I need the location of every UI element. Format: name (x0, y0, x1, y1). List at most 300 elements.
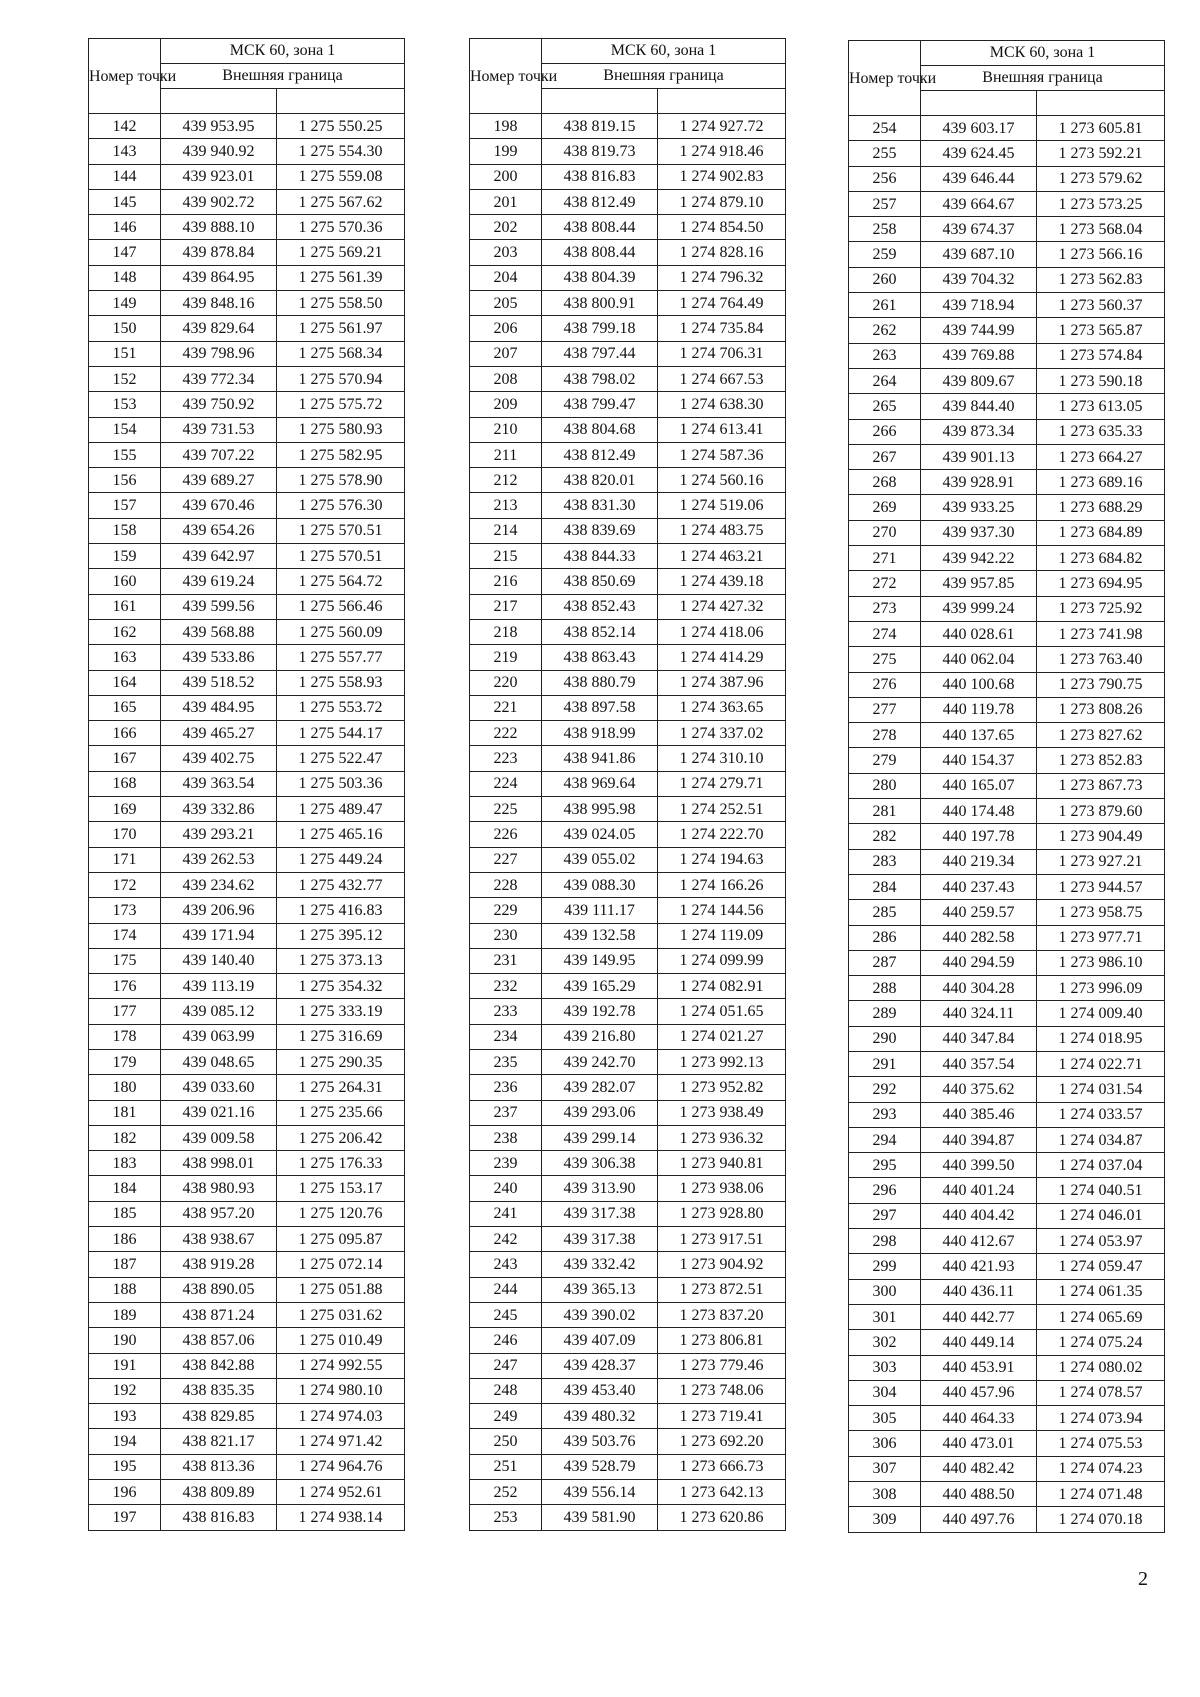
table-row (849, 444, 1165, 469)
table-row (470, 1328, 786, 1353)
x-coordinate-cell: 439 165.29 (542, 974, 658, 999)
table-row (849, 773, 1165, 798)
table-row (470, 670, 786, 695)
x-coordinate-cell: 439 293.06 (542, 1100, 658, 1125)
table-row (89, 1328, 405, 1353)
x-coordinate-cell: 439 654.26 (161, 518, 277, 543)
table-row (89, 1151, 405, 1176)
y-coordinate-cell: 1 275 550.25 (277, 114, 405, 139)
table-row (89, 923, 405, 948)
table-row (89, 341, 405, 366)
x-coordinate-cell: 439 533.86 (161, 645, 277, 670)
point-number-cell: 198 (470, 114, 542, 139)
table-row (849, 1304, 1165, 1329)
y-coordinate-cell: 1 275 570.51 (277, 544, 405, 569)
y-coordinate-cell: 1 275 416.83 (277, 898, 405, 923)
y-coordinate-cell: 1 275 554.30 (277, 139, 405, 164)
table-row (89, 417, 405, 442)
table-row (89, 1480, 405, 1505)
x-coordinate-cell: 439 873.34 (921, 419, 1037, 444)
x-coordinate-cell: 438 844.33 (542, 544, 658, 569)
table-row (470, 1353, 786, 1378)
y-coordinate-cell: 1 273 689.16 (1037, 470, 1165, 495)
y-coordinate-cell: 1 273 936.32 (658, 1125, 786, 1150)
table-row (89, 872, 405, 897)
x-coordinate-cell: 438 813.36 (161, 1454, 277, 1479)
point-number-cell: 191 (89, 1353, 161, 1378)
y-coordinate-cell: 1 273 944.57 (1037, 874, 1165, 899)
x-coordinate-cell: 438 969.64 (542, 771, 658, 796)
x-coordinate-cell: 439 642.97 (161, 544, 277, 569)
table-row (849, 1102, 1165, 1127)
point-number-cell: 212 (470, 468, 542, 493)
table-row (849, 116, 1165, 141)
x-coordinate-cell: 439 674.37 (921, 217, 1037, 242)
point-number-cell: 143 (89, 139, 161, 164)
y-coordinate-cell: 1 274 363.65 (658, 695, 786, 720)
table-row (470, 898, 786, 923)
point-number-cell: 225 (470, 797, 542, 822)
point-number-cell: 207 (470, 341, 542, 366)
table-row (470, 923, 786, 948)
table-row (849, 874, 1165, 899)
table-row (89, 569, 405, 594)
point-number-cell: 247 (470, 1353, 542, 1378)
table-row (849, 166, 1165, 191)
y-coordinate-cell: 1 273 664.27 (1037, 444, 1165, 469)
point-number-cell: 300 (849, 1279, 921, 1304)
y-coordinate-cell: 1 274 667.53 (658, 366, 786, 391)
table-row (89, 1429, 405, 1454)
x-coordinate-cell: 439 731.53 (161, 417, 277, 442)
x-coordinate-cell: 438 819.15 (542, 114, 658, 139)
table-row (470, 797, 786, 822)
table-row (849, 1077, 1165, 1102)
table-row (470, 341, 786, 366)
y-coordinate-cell: 1 275 544.17 (277, 721, 405, 746)
table-row (89, 189, 405, 214)
table-row (470, 1201, 786, 1226)
table-body (470, 114, 786, 1531)
table-row (470, 822, 786, 847)
table-row (849, 672, 1165, 697)
table-row (470, 1404, 786, 1429)
point-number-cell: 169 (89, 797, 161, 822)
y-coordinate-cell: 1 274 463.21 (658, 544, 786, 569)
point-number-cell: 206 (470, 316, 542, 341)
table-row (470, 645, 786, 670)
table-row (849, 1051, 1165, 1076)
x-coordinate-cell: 440 457.96 (921, 1380, 1037, 1405)
y-coordinate-cell: 1 274 252.51 (658, 797, 786, 822)
y-coordinate-cell: 1 273 562.83 (1037, 267, 1165, 292)
y-coordinate-cell: 1 274 735.84 (658, 316, 786, 341)
x-coordinate-cell: 439 798.96 (161, 341, 277, 366)
point-number-cell: 280 (849, 773, 921, 798)
point-number-cell: 285 (849, 900, 921, 925)
x-coordinate-cell: 440 412.67 (921, 1229, 1037, 1254)
x-coordinate-cell: 438 852.14 (542, 619, 658, 644)
table-row (470, 265, 786, 290)
table-row (470, 695, 786, 720)
x-coordinate-cell: 438 835.35 (161, 1378, 277, 1403)
y-coordinate-cell: 1 274 037.04 (1037, 1153, 1165, 1178)
y-coordinate-cell: 1 275 569.21 (277, 240, 405, 265)
x-coordinate-cell: 440 062.04 (921, 647, 1037, 672)
table-body (89, 114, 405, 1531)
y-coordinate-cell: 1 273 565.87 (1037, 318, 1165, 343)
table-row (470, 240, 786, 265)
table-row (470, 417, 786, 442)
table-row (849, 1406, 1165, 1431)
y-coordinate-cell: 1 273 927.21 (1037, 849, 1165, 874)
point-number-cell: 272 (849, 571, 921, 596)
point-number-cell: 166 (89, 721, 161, 746)
y-coordinate-cell: 1 274 560.16 (658, 468, 786, 493)
point-number-cell: 163 (89, 645, 161, 670)
table-row (849, 495, 1165, 520)
point-number-cell: 149 (89, 291, 161, 316)
table-row (89, 468, 405, 493)
point-number-cell: 161 (89, 594, 161, 619)
point-number-cell: 243 (470, 1252, 542, 1277)
x-coordinate-cell: 440 174.48 (921, 799, 1037, 824)
point-number-cell: 254 (849, 116, 921, 141)
table-row (470, 872, 786, 897)
y-coordinate-cell: 1 273 590.18 (1037, 368, 1165, 393)
x-coordinate-cell: 439 088.30 (542, 872, 658, 897)
y-coordinate-cell: 1 273 574.84 (1037, 343, 1165, 368)
x-coordinate-cell: 439 619.24 (161, 569, 277, 594)
point-number-cell: 229 (470, 898, 542, 923)
y-coordinate-cell: 1 275 031.62 (277, 1302, 405, 1327)
table-row (849, 849, 1165, 874)
x-coordinate-cell: 438 819.73 (542, 139, 658, 164)
x-coordinate-cell: 439 687.10 (921, 242, 1037, 267)
point-number-cell: 234 (470, 1024, 542, 1049)
x-coordinate-cell: 440 357.54 (921, 1051, 1037, 1076)
x-coordinate-cell: 438 880.79 (542, 670, 658, 695)
point-number-cell: 209 (470, 392, 542, 417)
x-coordinate-cell: 440 488.50 (921, 1482, 1037, 1507)
table-row (470, 1454, 786, 1479)
table-row (849, 1380, 1165, 1405)
x-coordinate-cell: 440 442.77 (921, 1304, 1037, 1329)
y-coordinate-cell: 1 273 666.73 (658, 1454, 786, 1479)
point-number-cell: 240 (470, 1176, 542, 1201)
point-number-cell: 250 (470, 1429, 542, 1454)
y-coordinate-cell: 1 274 021.27 (658, 1024, 786, 1049)
y-coordinate-cell: 1 273 684.82 (1037, 546, 1165, 571)
x-coordinate-cell: 439 772.34 (161, 366, 277, 391)
point-number-cell: 287 (849, 950, 921, 975)
point-number-cell: 279 (849, 748, 921, 773)
x-coordinate-cell: 438 871.24 (161, 1302, 277, 1327)
x-coordinate-cell: 439 848.16 (161, 291, 277, 316)
coordinates-table-3 (848, 40, 1165, 1533)
point-number-cell: 148 (89, 265, 161, 290)
y-coordinate-cell: 1 274 879.10 (658, 189, 786, 214)
x-coordinate-cell: 439 901.13 (921, 444, 1037, 469)
point-number-cell: 307 (849, 1456, 921, 1481)
x-coordinate-cell: 439 902.72 (161, 189, 277, 214)
point-number-cell: 197 (89, 1505, 161, 1530)
point-number-cell: 268 (849, 470, 921, 495)
table-row (89, 316, 405, 341)
point-number-cell: 214 (470, 518, 542, 543)
y-coordinate-cell: 1 274 974.03 (277, 1404, 405, 1429)
x-coordinate-cell: 440 100.68 (921, 672, 1037, 697)
x-coordinate-cell: 439 234.62 (161, 872, 277, 897)
table-row (89, 164, 405, 189)
y-coordinate-cell: 1 273 806.81 (658, 1328, 786, 1353)
x-coordinate-cell: 439 317.38 (542, 1227, 658, 1252)
y-coordinate-cell: 1 275 206.42 (277, 1125, 405, 1150)
y-coordinate-cell: 1 273 684.89 (1037, 520, 1165, 545)
point-number-cell: 301 (849, 1304, 921, 1329)
y-coordinate-cell: 1 273 692.20 (658, 1429, 786, 1454)
point-number-cell: 175 (89, 948, 161, 973)
x-coordinate-cell: 439 009.58 (161, 1125, 277, 1150)
table-row (89, 1252, 405, 1277)
table-row (89, 1505, 405, 1530)
x-coordinate-cell: 439 021.16 (161, 1100, 277, 1125)
x-coordinate-cell: 439 556.14 (542, 1480, 658, 1505)
point-number-cell: 282 (849, 824, 921, 849)
point-number-cell: 184 (89, 1176, 161, 1201)
point-number-cell: 168 (89, 771, 161, 796)
header-y-blank (658, 89, 786, 114)
y-coordinate-cell: 1 273 808.26 (1037, 697, 1165, 722)
point-number-cell: 288 (849, 976, 921, 1001)
x-coordinate-cell: 438 821.17 (161, 1429, 277, 1454)
point-number-cell: 232 (470, 974, 542, 999)
x-coordinate-cell: 438 863.43 (542, 645, 658, 670)
point-number-cell: 261 (849, 293, 921, 318)
y-coordinate-cell: 1 274 519.06 (658, 493, 786, 518)
y-coordinate-cell: 1 275 558.50 (277, 291, 405, 316)
point-number-cell: 202 (470, 215, 542, 240)
y-coordinate-cell: 1 275 567.62 (277, 189, 405, 214)
x-coordinate-cell: 439 132.58 (542, 923, 658, 948)
point-number-cell: 242 (470, 1227, 542, 1252)
table-row (89, 518, 405, 543)
point-number-cell: 309 (849, 1507, 921, 1532)
header-coordinate-system (161, 39, 405, 64)
table-row (849, 1001, 1165, 1026)
x-coordinate-cell: 438 816.83 (542, 164, 658, 189)
x-coordinate-cell: 439 664.67 (921, 191, 1037, 216)
table-row (89, 215, 405, 240)
y-coordinate-cell: 1 273 605.81 (1037, 116, 1165, 141)
point-number-cell: 190 (89, 1328, 161, 1353)
table-row (470, 1151, 786, 1176)
x-coordinate-cell: 439 363.54 (161, 771, 277, 796)
point-number-cell: 152 (89, 366, 161, 391)
point-number-cell: 246 (470, 1328, 542, 1353)
table-row (849, 242, 1165, 267)
x-coordinate-cell: 439 933.25 (921, 495, 1037, 520)
table-row (470, 366, 786, 391)
y-coordinate-cell: 1 274 099.99 (658, 948, 786, 973)
x-coordinate-cell: 438 808.44 (542, 215, 658, 240)
y-coordinate-cell: 1 275 316.69 (277, 1024, 405, 1049)
y-coordinate-cell: 1 275 558.93 (277, 670, 405, 695)
x-coordinate-cell: 438 804.68 (542, 417, 658, 442)
y-coordinate-cell: 1 273 996.09 (1037, 976, 1165, 1001)
y-coordinate-cell: 1 273 904.92 (658, 1252, 786, 1277)
point-number-cell: 257 (849, 191, 921, 216)
table-row (89, 392, 405, 417)
point-number-cell: 303 (849, 1355, 921, 1380)
y-coordinate-cell: 1 274 009.40 (1037, 1001, 1165, 1026)
table-row (89, 1353, 405, 1378)
x-coordinate-cell: 439 111.17 (542, 898, 658, 923)
point-number-cell: 296 (849, 1178, 921, 1203)
x-coordinate-cell: 438 809.89 (161, 1480, 277, 1505)
y-coordinate-cell: 1 275 072.14 (277, 1252, 405, 1277)
x-coordinate-cell: 439 149.95 (542, 948, 658, 973)
y-coordinate-cell: 1 273 986.10 (1037, 950, 1165, 975)
table-row (89, 1404, 405, 1429)
x-coordinate-cell: 439 484.95 (161, 695, 277, 720)
point-number-cell: 183 (89, 1151, 161, 1176)
table-row (470, 215, 786, 240)
x-coordinate-cell: 440 282.58 (921, 925, 1037, 950)
y-coordinate-cell: 1 274 414.29 (658, 645, 786, 670)
y-coordinate-cell: 1 274 938.14 (277, 1505, 405, 1530)
table-row (470, 1176, 786, 1201)
table-row (470, 1227, 786, 1252)
table-row (849, 267, 1165, 292)
y-coordinate-cell: 1 273 694.95 (1037, 571, 1165, 596)
header-y-blank (277, 89, 405, 114)
y-coordinate-cell: 1 273 917.51 (658, 1227, 786, 1252)
table-row (89, 999, 405, 1024)
x-coordinate-cell: 440 473.01 (921, 1431, 1037, 1456)
table-row (849, 925, 1165, 950)
x-coordinate-cell: 439 192.78 (542, 999, 658, 1024)
coordinates-table-2 (469, 38, 786, 1531)
table-row (470, 746, 786, 771)
table-row (849, 748, 1165, 773)
y-coordinate-cell: 1 275 560.09 (277, 619, 405, 644)
point-number-cell: 218 (470, 619, 542, 644)
table-row (89, 695, 405, 720)
point-number-cell: 290 (849, 1026, 921, 1051)
point-number-cell: 228 (470, 872, 542, 897)
x-coordinate-cell: 439 878.84 (161, 240, 277, 265)
x-coordinate-cell: 439 923.01 (161, 164, 277, 189)
x-coordinate-cell: 440 436.11 (921, 1279, 1037, 1304)
x-coordinate-cell: 439 844.40 (921, 394, 1037, 419)
y-coordinate-cell: 1 273 992.13 (658, 1049, 786, 1074)
y-coordinate-cell: 1 274 638.30 (658, 392, 786, 417)
table-row (849, 950, 1165, 975)
y-coordinate-cell: 1 274 078.57 (1037, 1380, 1165, 1405)
point-number-cell: 276 (849, 672, 921, 697)
point-number-cell: 284 (849, 874, 921, 899)
header-boundary-label: Внешняя граница (542, 64, 786, 89)
table-row (470, 392, 786, 417)
table-row (849, 394, 1165, 419)
x-coordinate-cell: 440 304.28 (921, 976, 1037, 1001)
point-number-cell: 281 (849, 799, 921, 824)
y-coordinate-cell: 1 274 613.41 (658, 417, 786, 442)
point-number-cell: 269 (849, 495, 921, 520)
y-coordinate-cell: 1 274 144.56 (658, 898, 786, 923)
y-coordinate-cell: 1 273 725.92 (1037, 596, 1165, 621)
y-coordinate-cell: 1 275 582.95 (277, 442, 405, 467)
y-coordinate-cell: 1 274 040.51 (1037, 1178, 1165, 1203)
point-number-cell: 203 (470, 240, 542, 265)
x-coordinate-cell: 438 812.49 (542, 189, 658, 214)
y-coordinate-cell: 1 274 061.35 (1037, 1279, 1165, 1304)
point-number-cell: 151 (89, 341, 161, 366)
table-row (849, 596, 1165, 621)
table-row (89, 544, 405, 569)
point-number-cell: 235 (470, 1049, 542, 1074)
y-coordinate-cell: 1 273 779.46 (658, 1353, 786, 1378)
point-number-cell: 278 (849, 723, 921, 748)
point-number-cell: 171 (89, 847, 161, 872)
table-row (470, 619, 786, 644)
y-coordinate-cell: 1 275 578.90 (277, 468, 405, 493)
table-row (470, 114, 786, 139)
point-number-cell: 210 (470, 417, 542, 442)
x-coordinate-cell: 439 282.07 (542, 1075, 658, 1100)
point-number-cell: 187 (89, 1252, 161, 1277)
x-coordinate-cell: 439 206.96 (161, 898, 277, 923)
point-number-cell: 251 (470, 1454, 542, 1479)
table-row (89, 948, 405, 973)
x-coordinate-cell: 439 024.05 (542, 822, 658, 847)
point-number-cell: 170 (89, 822, 161, 847)
point-number-cell: 248 (470, 1378, 542, 1403)
table-row (470, 594, 786, 619)
y-coordinate-cell: 1 274 053.97 (1037, 1229, 1165, 1254)
table-row (470, 847, 786, 872)
table-row (849, 697, 1165, 722)
x-coordinate-cell: 439 718.94 (921, 293, 1037, 318)
x-coordinate-cell: 438 808.44 (542, 240, 658, 265)
point-number-cell: 177 (89, 999, 161, 1024)
point-number-cell: 265 (849, 394, 921, 419)
point-number-cell: 264 (849, 368, 921, 393)
x-coordinate-cell: 438 850.69 (542, 569, 658, 594)
point-number-cell: 259 (849, 242, 921, 267)
x-coordinate-cell: 439 888.10 (161, 215, 277, 240)
x-coordinate-cell: 438 998.01 (161, 1151, 277, 1176)
point-number-cell: 172 (89, 872, 161, 897)
x-coordinate-cell: 438 798.02 (542, 366, 658, 391)
x-coordinate-cell: 440 165.07 (921, 773, 1037, 798)
header-x-blank (161, 89, 277, 114)
y-coordinate-cell: 1 273 568.04 (1037, 217, 1165, 242)
y-coordinate-cell: 1 275 580.93 (277, 417, 405, 442)
y-coordinate-cell: 1 274 828.16 (658, 240, 786, 265)
x-coordinate-cell: 439 262.53 (161, 847, 277, 872)
y-coordinate-cell: 1 273 592.21 (1037, 141, 1165, 166)
x-coordinate-cell: 440 464.33 (921, 1406, 1037, 1431)
x-coordinate-cell: 438 799.18 (542, 316, 658, 341)
x-coordinate-cell: 439 306.38 (542, 1151, 658, 1176)
table-row (89, 898, 405, 923)
page-number: 2 (1138, 1568, 1148, 1590)
point-number-cell: 180 (89, 1075, 161, 1100)
x-coordinate-cell: 439 646.44 (921, 166, 1037, 191)
x-coordinate-cell: 438 918.99 (542, 721, 658, 746)
